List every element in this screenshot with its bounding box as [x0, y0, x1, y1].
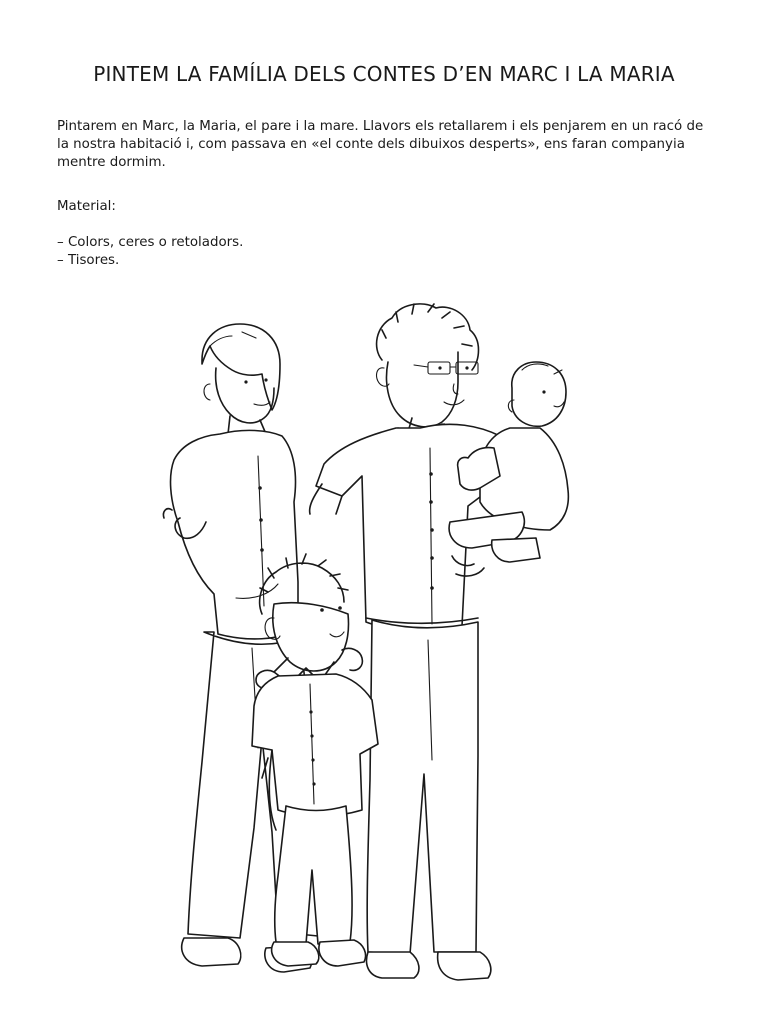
materials-list — [57, 234, 243, 270]
baby-figure — [449, 362, 568, 576]
family-illustration — [150, 288, 620, 1000]
material-item-colors: – Colors, ceres o retoladors. — [57, 235, 244, 250]
material-label: Material: — [57, 199, 116, 214]
family-coloring-drawing-icon — [150, 288, 620, 1000]
material-item-scissors: – Tisores. — [57, 253, 120, 268]
page-title: PINTEM LA FAMÍLIA DELS CONTES D’EN MARC I LA MARIA — [93, 62, 675, 86]
intro-paragraph: Pintarem en Marc, la Maria, el pare i la mare. Llavors els retallarem i els penjarem en un racó de la nostra habitació i, com passava en «el conte dels dibuixos desperts», ens faran companyia mentre dormim. — [57, 119, 704, 170]
